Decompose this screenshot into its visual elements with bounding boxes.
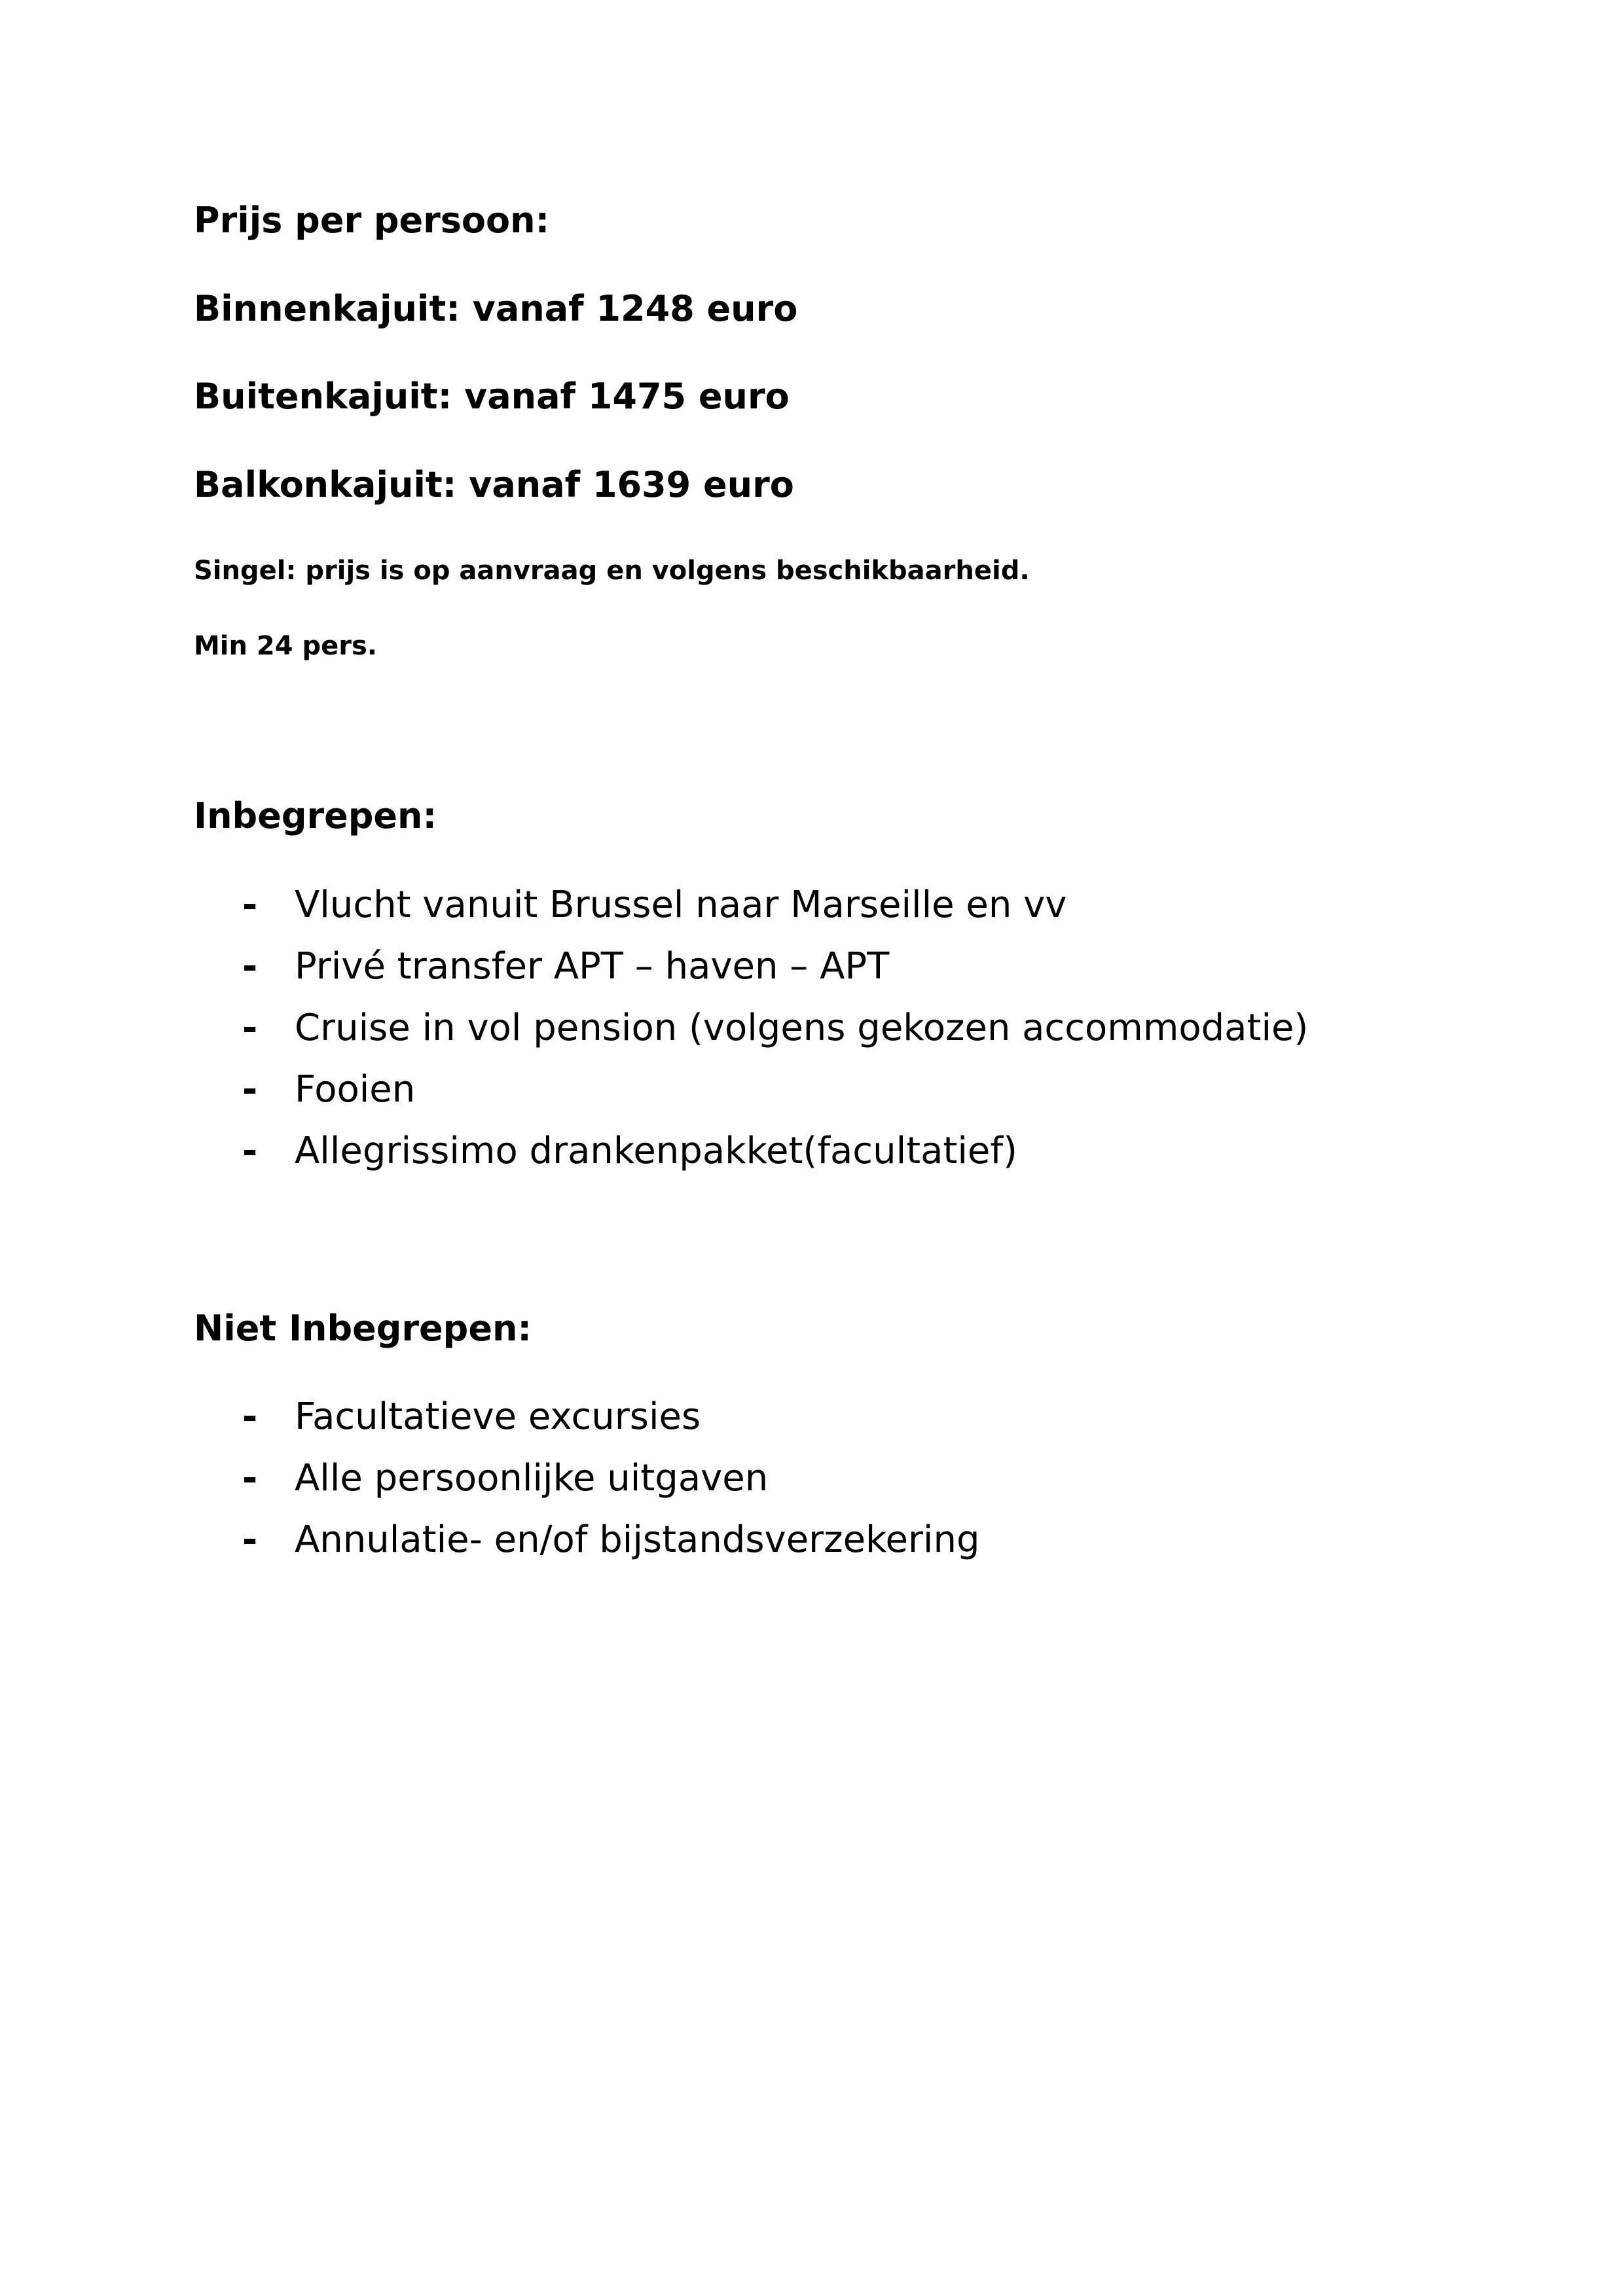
bullet-dash: -	[242, 1068, 258, 1111]
cabin-price-outside: Buitenkajuit: vanaf 1475 euro	[194, 376, 790, 417]
included-heading: Inbegrepen:	[194, 795, 437, 836]
cabin-price-inside: Binnenkajuit: vanaf 1248 euro	[194, 288, 798, 329]
bullet-dash: -	[242, 884, 258, 926]
list-item-text: Facultatieve excursies	[295, 1395, 701, 1438]
cabin-price-balcony: Balkonkajuit: vanaf 1639 euro	[194, 464, 794, 505]
bullet-dash: -	[242, 1518, 258, 1561]
minimum-note: Min 24 pers.	[194, 631, 377, 661]
not-included-heading: Niet Inbegrepen:	[194, 1308, 532, 1349]
list-item-text: Allegrissimo drankenpakket(facultatief)	[295, 1130, 1017, 1172]
list-item-text: Fooien	[295, 1068, 416, 1111]
bullet-dash: -	[242, 1007, 258, 1049]
list-item-text: Annulatie- en/of bijstandsverzekering	[295, 1518, 980, 1561]
bullet-dash: -	[242, 1457, 258, 1499]
single-note: Singel: prijs is op aanvraag en volgens beschikbaarheid.	[194, 556, 1030, 586]
list-item-text: Privé transfer APT – haven – APT	[295, 945, 890, 988]
bullet-dash: -	[242, 945, 258, 988]
list-item-text: Alle persoonlijke uitgaven	[295, 1457, 769, 1499]
pricing-heading: Prijs per persoon:	[194, 200, 550, 241]
bullet-dash: -	[242, 1395, 258, 1438]
bullet-dash: -	[242, 1130, 258, 1172]
list-item-text: Vlucht vanuit Brussel naar Marseille en vv	[295, 884, 1067, 926]
list-item-text: Cruise in vol pension (volgens gekozen accommodatie)	[295, 1007, 1309, 1049]
